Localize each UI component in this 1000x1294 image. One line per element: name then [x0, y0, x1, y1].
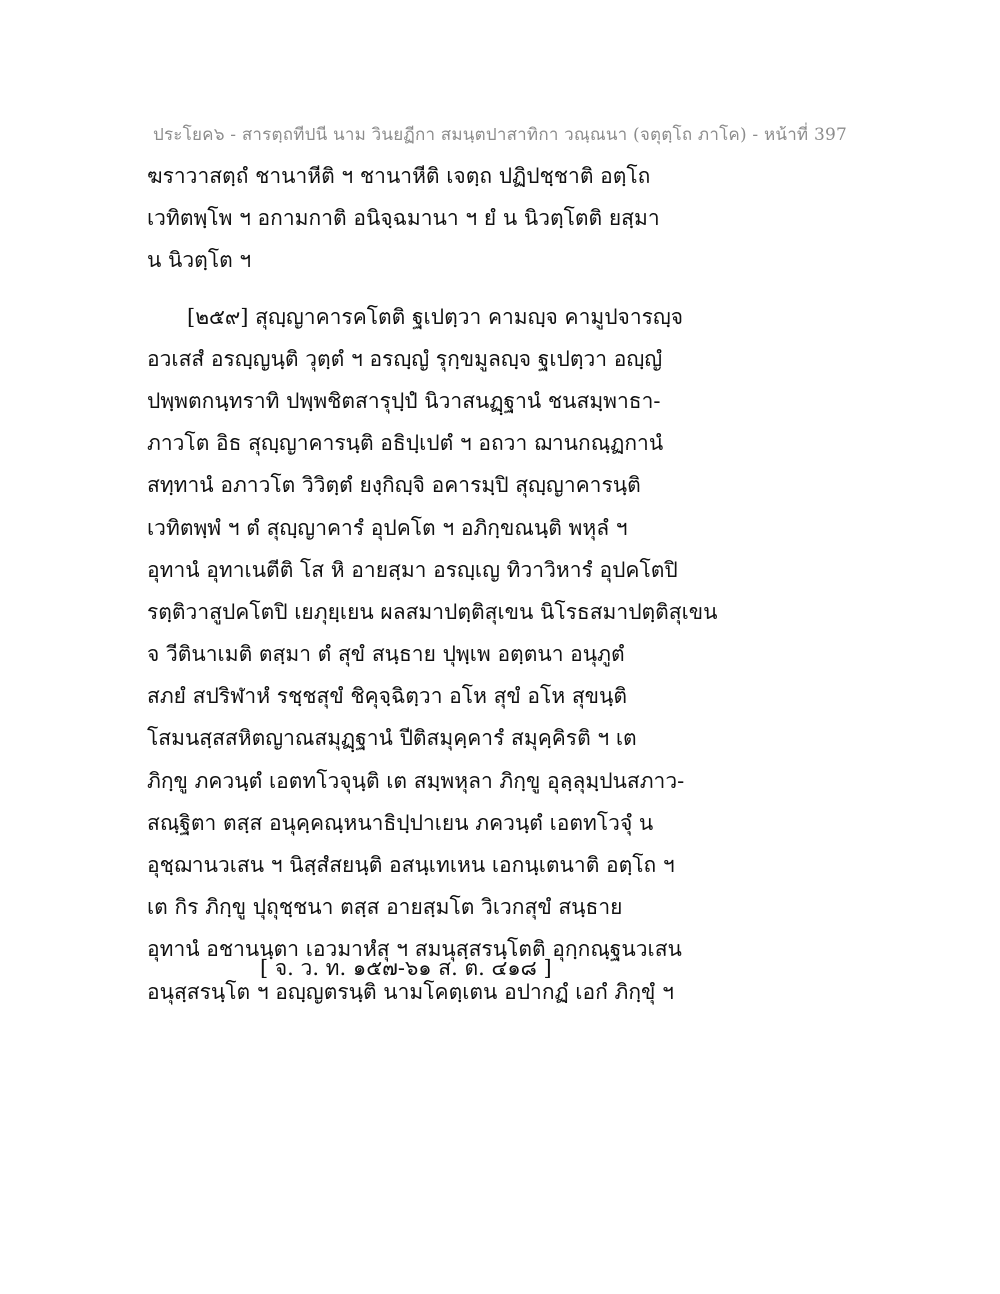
- text-line: สณฺฐิตา ตสฺส อนุคฺคณฺหนาธิปฺปาเยน ภควนฺตํ เอตทโวจุํ น: [147, 810, 654, 835]
- paragraph-first-line: [๒๕๙] สุญฺญาคารคโตติ ฐเปตฺวา คามญฺจ คามูปจารญฺจ: [187, 304, 684, 329]
- text-line: เวทิตพฺโพ ฯ อกามกาติ อนิจฺฉมานา ฯ ยํ น นิวตฺโตติ ยสฺมา: [147, 206, 660, 231]
- text-line: ภิกฺขู ภควนฺตํ เอตทโวจุนฺติ เต สมฺพหุลา ภิกฺขู อุลฺลุมฺปนสภาว-: [147, 768, 685, 793]
- body-text: [147, 155, 718, 1013]
- text-line: อุทานํ อุทาเนตีติ โส หิ อายสฺมา อรญฺเญ ทิวาวิหารํ อุปคโตปิ: [147, 557, 678, 582]
- text-line: อุทานํ อชานนฺตา เอวมาหํสุ ฯ สมนุสฺสรนฺโตติ อุกฺกณฺฐนวเสน: [147, 937, 682, 962]
- text-line: ฆราวาสตฺถํ ชานาหีติ ฯ ชานาหีติ เจตฺถ ปฏิปชฺชาติ อตฺโถ: [147, 164, 651, 188]
- text-line: อวเสสํ อรญฺญนฺติ วุตฺตํ ฯ อรญฺญํ รุกฺขมูลญฺจ ฐเปตฺวา อญฺญํ: [147, 346, 663, 371]
- text-line: ปพฺพตกนฺทราทิ ปพฺพชิตสารุปฺปํ นิวาสนฏฺฐานํ ชนสมฺพาธา-: [147, 388, 661, 413]
- text-line: เวทิตพฺพํ ฯ ตํ สุญฺญาคารํ อุปคโต ฯ อภิกฺขณนฺติ พหุลํ ฯ: [147, 515, 628, 540]
- text-line: รตฺติวาสูปคโตปิ เยภุยฺเยน ผลสมาปตฺติสุเขน นิโรธสมาปตฺติสุเขน: [147, 599, 718, 624]
- text-line: อุชฺฌานวเสน ฯ นิสฺสํสยนฺติ อสนฺเทเหน เอกนฺเตนาติ อตฺโถ ฯ: [147, 853, 675, 877]
- running-header: ประโยค๖ - สารตฺถทีปนี นาม วินยฏีกา สมนฺตปาสาทิกา วณฺณนา (จตุตฺโถ ภาโค) - หน้าที่ 397: [152, 125, 847, 145]
- text-line: เต กิร ภิกฺขู ปุถุชฺชนา ตสฺส อายสฺมโต วิเวกสุขํ สนฺธาย: [147, 895, 623, 920]
- text-line: น นิวตฺโต ฯ: [147, 248, 252, 273]
- text-line: อนุสฺสรนฺโต ฯ อญฺญตรนฺติ นามโคตฺเตน อปากฏํ เอกํ ภิกฺขุํ ฯ: [147, 979, 674, 1004]
- text-line: สทฺทานํ อภาวโต วิวิตฺตํ ยงฺกิญฺจิ อคารมฺปิ สุญฺญาคารนฺติ: [147, 473, 641, 498]
- text-line: จ วีตินาเมติ ตสฺมา ตํ สุขํ สนฺธาย ปุพฺเพ อตฺตนา อนุภูตํ: [147, 642, 625, 667]
- text-line: โสมนสฺสสหิตญาณสมุฏฺฐานํ ปีติสมุคฺคารํ สมุคฺคิรติ ฯ เต: [147, 726, 637, 751]
- paragraph-gap: [147, 282, 707, 296]
- citation-reference: [ จ. ว. ท. ๑๕๗-๖๑ ส. ต. ๔๑๘ ]: [260, 956, 552, 980]
- text-line: ภาวโต อิธ สุญฺญาคารนฺติ อธิปฺเปตํ ฯ อถวา ฌานกณฺฏกานํ: [147, 431, 664, 456]
- text-line: สภยํ สปริฬาหํ รชฺชสุขํ ชิคุจฺฉิตฺวา อโห สุขํ อโห สุขนฺติ: [147, 684, 628, 709]
